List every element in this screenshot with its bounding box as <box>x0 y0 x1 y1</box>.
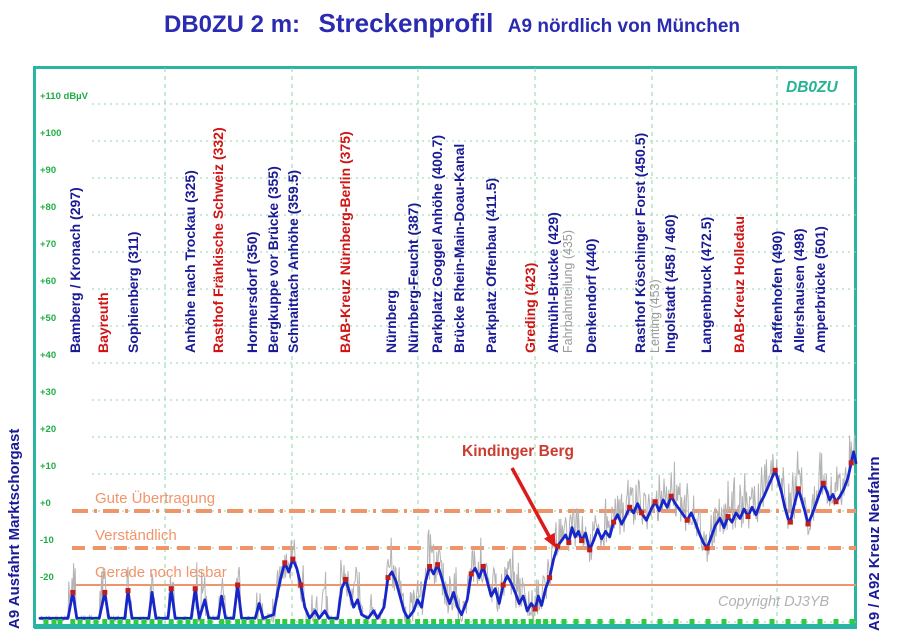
green-baseline-marker <box>52 619 57 624</box>
title-subtitle: A9 nördlich von München <box>507 16 740 37</box>
red-marker <box>70 590 75 595</box>
green-baseline-marker <box>398 619 403 624</box>
red-marker <box>282 560 287 565</box>
red-marker <box>533 607 538 612</box>
y-tick-label: +30 <box>40 387 57 398</box>
green-baseline-marker <box>529 619 534 624</box>
location-label: Langenbruck (472.5) <box>698 216 714 353</box>
green-baseline-marker <box>415 619 420 624</box>
green-baseline-marker <box>219 619 224 624</box>
green-baseline-marker <box>521 619 526 624</box>
red-marker <box>834 499 839 504</box>
red-marker <box>469 571 474 576</box>
red-marker <box>193 586 198 591</box>
green-baseline-marker <box>208 619 213 624</box>
green-baseline-marker <box>355 619 360 624</box>
location-label: Greding (423) <box>522 262 538 353</box>
green-baseline-marker <box>347 619 352 624</box>
green-baseline-marker <box>200 619 205 624</box>
y-tick-label: +60 <box>40 276 57 287</box>
green-baseline-marker <box>372 619 377 624</box>
red-marker <box>796 486 801 491</box>
green-baseline-marker <box>58 619 63 624</box>
location-label: Denkendorf (440) <box>583 238 599 353</box>
copyright-text: Copyright DJ3YB <box>718 594 830 610</box>
green-baseline-marker <box>642 619 647 624</box>
y-tick-label: -20 <box>40 572 54 583</box>
green-baseline-marker <box>186 619 191 624</box>
green-baseline-marker <box>266 619 271 624</box>
red-marker <box>587 547 592 552</box>
red-marker <box>169 586 174 591</box>
green-baseline-marker <box>382 619 387 624</box>
location-label: BAB-Kreuz Nürnberg-Berlin (375) <box>337 131 353 353</box>
y-tick-label: +50 <box>40 313 57 324</box>
red-marker <box>501 583 506 588</box>
green-baseline-marker <box>423 619 428 624</box>
location-label: Hormersdorf (350) <box>244 231 260 353</box>
green-baseline-marker <box>447 619 452 624</box>
green-baseline-marker <box>802 619 807 624</box>
location-label: Bergkuppe vor Brücke (355) <box>265 166 281 353</box>
red-marker <box>705 546 710 551</box>
green-baseline-marker <box>94 619 99 624</box>
green-baseline-marker <box>562 619 567 624</box>
green-baseline-marker <box>78 619 83 624</box>
green-baseline-marker <box>102 619 107 624</box>
green-baseline-marker <box>118 619 123 624</box>
red-marker <box>343 577 348 582</box>
green-baseline-marker <box>290 619 295 624</box>
green-baseline-marker <box>439 619 444 624</box>
red-marker <box>290 557 295 562</box>
location-label: BAB-Kreuz Holledau <box>731 216 747 353</box>
green-baseline-marker <box>158 619 163 624</box>
red-marker <box>611 520 616 525</box>
y-tick-label: +100 <box>40 128 62 139</box>
green-baseline-marker <box>258 619 263 624</box>
green-baseline-marker <box>242 619 247 624</box>
red-marker <box>806 521 811 526</box>
green-baseline-marker <box>169 619 174 624</box>
location-label: Allershausen (498) <box>791 228 807 353</box>
location-label: Altmühl-Brücke (429) <box>545 212 561 353</box>
location-label: Amperbrücke (501) <box>812 226 828 353</box>
red-marker <box>726 514 731 519</box>
green-baseline-marker <box>86 619 91 624</box>
green-baseline-marker <box>390 619 395 624</box>
location-label: Rasthof Köschinger Forst (450.5) <box>632 132 648 353</box>
location-label: Parkplatz Goggel Anhöhe (400.7) <box>429 134 445 353</box>
green-baseline-marker <box>505 619 510 624</box>
location-label: Rasthof Fränkische Schweiz (332) <box>210 127 226 353</box>
green-baseline-marker <box>306 619 311 624</box>
green-baseline-marker <box>465 619 470 624</box>
green-baseline-marker <box>298 619 303 624</box>
route-start-label: A9 Ausfahrt Marktschorgast <box>6 428 23 629</box>
red-marker <box>547 575 552 580</box>
location-label: Bayreuth <box>95 292 111 353</box>
green-baseline-marker <box>598 619 603 624</box>
green-baseline-marker <box>150 619 155 624</box>
green-baseline-marker <box>339 619 344 624</box>
red-marker <box>653 499 658 504</box>
red-marker <box>386 575 391 580</box>
green-baseline-marker <box>626 619 631 624</box>
green-baseline-marker <box>786 619 791 624</box>
location-label: Nürnberg <box>383 290 399 353</box>
green-baseline-marker <box>497 619 502 624</box>
y-tick-label: +70 <box>40 239 57 250</box>
y-tick-label: -10 <box>40 535 54 546</box>
green-baseline-marker <box>722 619 727 624</box>
location-label: Pfaffenhofen (490) <box>769 230 785 353</box>
green-baseline-marker <box>754 619 759 624</box>
red-marker <box>481 564 486 569</box>
location-label: Nürnberg-Feucht (387) <box>405 202 421 353</box>
location-label: Fahrbahnteilung (435) <box>561 230 575 353</box>
y-tick-label: +110 dBµV <box>40 91 88 102</box>
green-baseline-marker <box>674 619 679 624</box>
green-baseline-marker <box>44 619 49 624</box>
annotation-kindinger-berg: Kindinger Berg <box>462 443 574 460</box>
y-tick-label: +80 <box>40 202 57 213</box>
green-baseline-marker <box>455 619 460 624</box>
location-label: Brücke Rhein-Main-Doau-Kanal <box>451 143 467 353</box>
green-baseline-marker <box>574 619 579 624</box>
green-baseline-marker <box>330 619 335 624</box>
green-baseline-marker <box>818 619 823 624</box>
title-callsign: DB0ZU 2 m: <box>164 11 301 38</box>
red-marker <box>788 520 793 525</box>
threshold-label-0: Gute Übertragung <box>95 490 216 507</box>
red-marker <box>746 514 751 519</box>
green-baseline-marker <box>690 619 695 624</box>
y-tick-label: +40 <box>40 350 57 361</box>
red-marker <box>126 588 131 593</box>
title-main: Streckenprofil <box>318 8 494 38</box>
green-baseline-marker <box>193 619 198 624</box>
y-tick-label: +90 <box>40 165 57 176</box>
green-baseline-marker <box>536 619 541 624</box>
y-tick-label: +20 <box>40 424 57 435</box>
location-label: Anhöhe nach Trockau (325) <box>182 170 198 353</box>
green-baseline-marker <box>282 619 287 624</box>
red-marker <box>685 518 690 523</box>
red-marker <box>555 544 560 549</box>
red-marker <box>669 494 674 499</box>
red-marker <box>773 468 778 473</box>
green-baseline-marker <box>738 619 743 624</box>
green-baseline-marker <box>70 619 75 624</box>
green-baseline-marker <box>586 619 591 624</box>
red-marker <box>566 540 571 545</box>
red-marker <box>849 460 854 465</box>
y-tick-label: +10 <box>40 461 57 472</box>
green-baseline-marker <box>322 619 327 624</box>
red-marker <box>639 510 644 515</box>
green-baseline-marker <box>610 619 615 624</box>
annotation-arrow-shaft <box>512 468 549 536</box>
red-marker <box>821 481 826 486</box>
location-label: Sophienberg (311) <box>125 231 141 353</box>
location-label: Schnaittach Anhöhe (359.5) <box>285 169 301 353</box>
y-tick-label: +0 <box>40 498 51 509</box>
green-baseline-marker <box>431 619 436 624</box>
green-baseline-marker <box>543 619 548 624</box>
green-baseline-marker <box>489 619 494 624</box>
green-baseline-marker <box>250 619 255 624</box>
green-baseline-marker <box>134 619 139 624</box>
threshold-label-1: Verständlich <box>95 527 177 544</box>
location-label: Ingolstadt (458 / 460) <box>662 214 678 353</box>
x-axis-line <box>34 624 857 629</box>
green-baseline-marker <box>126 619 131 624</box>
red-marker <box>102 590 107 595</box>
green-baseline-marker <box>235 619 240 624</box>
red-marker <box>298 583 303 588</box>
threshold-label-2: Gerade noch lesbar <box>95 564 227 581</box>
red-marker <box>427 564 432 569</box>
green-baseline-marker <box>142 619 147 624</box>
green-baseline-marker <box>275 619 280 624</box>
green-baseline-marker <box>364 619 369 624</box>
green-baseline-marker <box>706 619 711 624</box>
red-marker <box>627 505 632 510</box>
red-marker <box>579 538 584 543</box>
green-baseline-marker <box>473 619 478 624</box>
callsign-watermark: DB0ZU <box>786 79 838 96</box>
location-label: Lenting (453) <box>648 279 662 353</box>
green-baseline-marker <box>513 619 518 624</box>
route-end-label: A9 / A92 Kreuz Neufahrn <box>866 456 883 631</box>
green-baseline-marker <box>110 619 115 624</box>
green-baseline-marker <box>551 619 556 624</box>
green-baseline-marker <box>481 619 486 624</box>
green-baseline-marker <box>226 619 231 624</box>
location-label: Parkplatz Offenbau (411.5) <box>483 177 499 353</box>
green-baseline-marker <box>834 619 839 624</box>
green-baseline-marker <box>178 619 183 624</box>
red-marker <box>435 562 440 567</box>
red-marker <box>235 583 240 588</box>
green-baseline-marker <box>406 619 411 624</box>
location-label: Bamberg / Kronach (297) <box>67 187 83 353</box>
green-baseline-marker <box>314 619 319 624</box>
green-baseline-marker <box>658 619 663 624</box>
green-baseline-marker <box>770 619 775 624</box>
green-baseline-marker <box>850 619 855 624</box>
